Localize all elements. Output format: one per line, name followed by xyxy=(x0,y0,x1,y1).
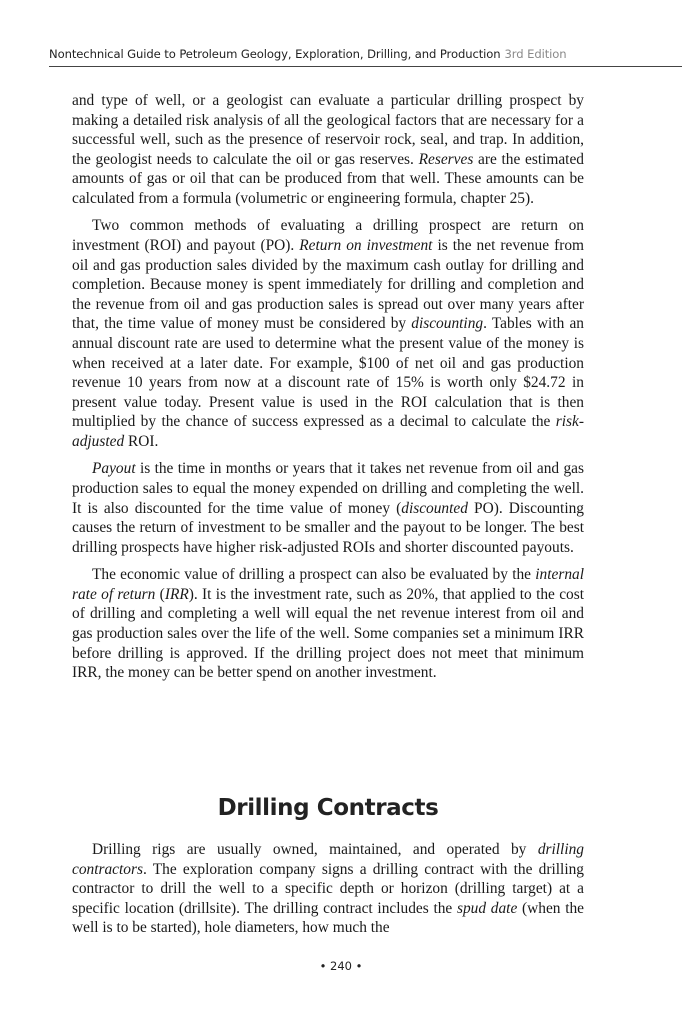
italic-term: Reserves xyxy=(418,150,474,168)
text-run: . The exploration company signs a drilling contract with the drilling contractor to drill the well to a specific depth or horizon (drilling target) at a specific location (drillsite). The drilling contract includes the xyxy=(72,860,584,917)
italic-term: risk-adjusted xyxy=(72,413,584,450)
italic-term: internal rate of return xyxy=(72,566,584,603)
text-run: ROI. xyxy=(124,432,159,450)
italic-term: drilling contractors xyxy=(72,841,584,878)
text-run: (when the well is to be started), hole diameters, how much the xyxy=(72,899,585,937)
text-run: Two common methods of evaluating a drilling prospect are return on investment (ROI) and payout (PO). xyxy=(72,217,584,255)
text-run: are the estimated amounts of gas or oil that can be produced from that well. These amounts can be calculated from a formula (volumetric or engineering formula, chapter 25). xyxy=(72,150,584,207)
section-heading: Drilling Contracts xyxy=(217,795,439,821)
section-body xyxy=(72,840,584,938)
page-number: • 240 • xyxy=(319,959,363,973)
paragraph xyxy=(72,91,584,208)
text-run: is the time in months or years that it takes net revenue from oil and gas production sales to equal the money expended on drilling and completing the well. It is also discounted for the time value of money ( xyxy=(72,460,584,517)
header-rule xyxy=(49,66,682,67)
italic-term: discounted xyxy=(401,499,468,517)
text-run: PO). Discounting causes the return of investment to be smaller and the payout to be longer. The best drilling prospects have higher risk-adjusted ROIs and shorter discounted payouts. xyxy=(72,499,584,556)
text-run: The economic value of drilling a prospect can also be evaluated by the xyxy=(92,566,536,584)
text-run: is the net revenue from oil and gas production sales divided by the maximum cash outlay for drilling and completion. Because money is spent immediately for drilling and completion and the revenue from oil and gas production sales is spread out over many years after that, the time value of money must be considered by xyxy=(72,237,585,333)
text-run: ( xyxy=(155,585,165,603)
text-run: . Tables with an annual discount rate are used to determine what the present value of the money is when received at a later date. For example, $100 of net oil and gas production revenue 10 years from now at a discount rate of 15% is worth only $24.72 in present value today. Present value is used in the ROI calculation that is then multiplied by the chance of success expressed as a decimal to calculate the xyxy=(72,315,584,431)
paragraph xyxy=(72,459,584,557)
italic-term: discounting xyxy=(411,315,484,333)
italic-term: spud date xyxy=(456,899,518,917)
italic-term: Payout xyxy=(92,460,136,478)
book-title: Nontechnical Guide to Petroleum Geology, Exploration, Drilling, and Production xyxy=(49,47,501,61)
paragraph xyxy=(72,216,584,451)
text-run: and type of well, or a geologist can evaluate a particular drilling prospect by making a detailed risk analysis of all the geological factors that are necessary for a successful well, such as the presence of reservoir rock, seal, and trap. In addition, the geologist needs to calculate the oil or gas reserves. xyxy=(72,92,584,168)
text-run: Drilling rigs are usually owned, maintained, and operated by xyxy=(92,841,538,858)
text-run: ). It is the investment rate, such as 20%, that applied to the cost of drilling and completing a well will equal the net revenue interest from oil and gas production sales over the life of the well. Some companies set a minimum IRR before drilling is approved. If the drilling project does not meet that minimum IRR, the money can be better spend on another investment. xyxy=(72,585,584,682)
running-head xyxy=(49,47,682,61)
paragraph xyxy=(72,565,584,682)
section-paragraph xyxy=(72,840,584,938)
italic-term: Return on investment xyxy=(299,237,433,255)
edition-label: 3rd Edition xyxy=(504,47,567,61)
body-text xyxy=(72,91,584,691)
italic-term: IRR xyxy=(164,585,189,603)
